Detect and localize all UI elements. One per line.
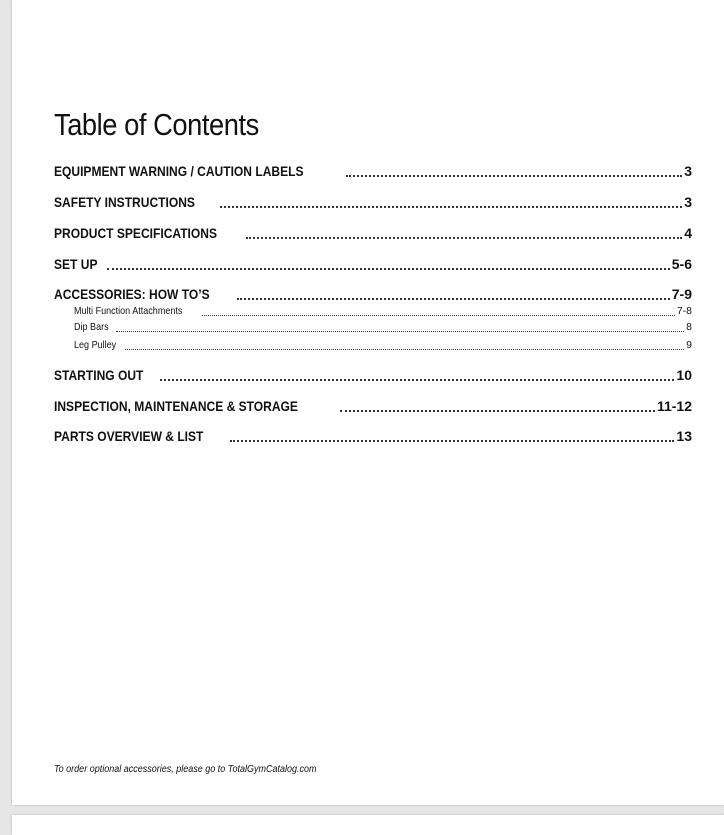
toc-entry-label: Dip Bars xyxy=(74,321,109,333)
toc-entry-starting-out xyxy=(54,367,692,385)
toc-entry-page: 5-6 xyxy=(671,256,692,272)
toc-entry-label: SAFETY INSTRUCTIONS xyxy=(54,194,195,210)
toc-entry-page: 13 xyxy=(676,428,692,444)
document-page xyxy=(12,0,724,805)
toc-entry-label: PARTS OVERVIEW & LIST xyxy=(54,428,204,444)
toc-entry-page: 8 xyxy=(686,321,692,333)
toc-entry-parts-overview xyxy=(54,428,692,446)
toc-entry-safety-instructions xyxy=(54,194,692,212)
toc-entry-page: 7-9 xyxy=(671,286,692,302)
toc-subentry-dip-bars xyxy=(54,321,692,335)
toc-entry-label: Leg Pulley xyxy=(74,339,117,351)
leader-dots xyxy=(125,349,684,350)
page-title: Table of Contents xyxy=(54,107,259,142)
leader-dots xyxy=(346,175,682,177)
leader-dots xyxy=(202,315,675,316)
toc-entry-page: 4 xyxy=(684,225,692,241)
toc-entry-page: 3 xyxy=(684,163,692,179)
toc-entry-label: Multi Function Attachments xyxy=(74,305,183,317)
toc-entry-page: 11-12 xyxy=(656,398,692,414)
next-page-edge xyxy=(12,815,724,835)
leader-dots xyxy=(230,440,675,442)
toc-entry-page: 9 xyxy=(686,339,692,351)
toc-entry-label: STARTING OUT xyxy=(54,367,144,383)
toc-entry-page: 7-8 xyxy=(676,305,692,317)
toc-entry-label: PRODUCT SPECIFICATIONS xyxy=(54,225,217,241)
leader-dots xyxy=(116,331,684,332)
leader-dots xyxy=(237,298,670,300)
toc-subentry-leg-pulley xyxy=(54,339,692,353)
toc-entry-set-up xyxy=(54,256,692,274)
leader-dots xyxy=(107,268,670,270)
leader-dots xyxy=(246,237,683,239)
toc-entry-label: EQUIPMENT WARNING / CAUTION LABELS xyxy=(54,163,304,179)
leader-dots xyxy=(220,206,682,208)
toc-entry-accessories xyxy=(54,286,692,304)
toc-entry-inspection-maintenance xyxy=(54,398,692,416)
toc-entry-label: INSPECTION, MAINTENANCE & STORAGE xyxy=(54,398,298,414)
toc-entry-warning-labels xyxy=(54,163,692,181)
toc-entry-product-specifications xyxy=(54,225,692,243)
toc-entry-page: 3 xyxy=(684,194,692,210)
toc-entry-label: ACCESSORIES: HOW TO’S xyxy=(54,286,210,302)
leader-dots xyxy=(340,410,655,412)
toc-entry-page: 10 xyxy=(676,367,692,383)
footer-note: To order optional accessories, please go to TotalGymCatalog.com xyxy=(54,764,317,775)
leader-dots xyxy=(160,379,674,381)
toc-subentry-multi-function-attachments xyxy=(54,305,692,319)
toc-entry-label: SET UP xyxy=(54,256,98,272)
